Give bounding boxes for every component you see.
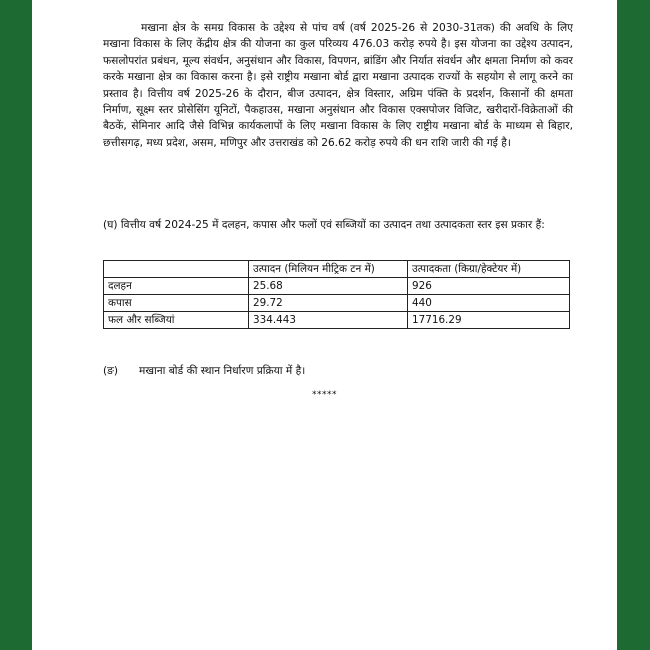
table-row [104, 278, 570, 295]
paragraph-c-text: मखाना क्षेत्र के समग्र विकास के उद्देश्य से पांच वर्ष (वर्ष 2025-26 से 2030-31तक) की अवधि के लिए मखाना विकास के लिए केंद्रीय क्षेत्र की योजना का कुल परिव्यय 476.03 करोड़ रुपये है। इस योजना का उद्देश्य उत्पादन, फसलोपरांत प्रबंधन, मूल्य संवर्धन, अनुसंधान और विकास, विपणन, ब्रांडिंग और निर्यात संवर्धन और क्षमता निर्माण को कवर करके मखाना क्षेत्र का विकास करना है। इसे राष्ट्रीय मखाना बोर्ड द्वारा मखाना उत्पादक राज्यों के सहयोग से लागू करने का प्रस्ताव है। वित्तीय वर्ष 2025-26 के दौरान, बीज उत्पादन, क्षेत्र विस्तार, अग्रिम पंक्ति के प्रदर्शन, किसानों की क्षमता निर्माण, सूक्ष्म स्तर प्रोसेसिंग यूनिटों, पैकहाउस, मखाना अनुसंधान और विकास एक्सपोजर विजिट, खरीदारों-विक्रेताओं की बैठकें, सेमिनार आदि जैसे विभिन्न कार्यकलापों के लिए मखाना विकास के लिए राष्ट्रीय मखाना बोर्ड के माध्यम से बिहार, छत्तीसगढ़, मध्य प्रदेश, असम, मणिपुर और उत्तराखंड को 26.62 करोड़ रुपये की धन राशि जारी की गई है। [103, 22, 573, 149]
paragraph-d: (घ) वित्तीय वर्ष 2024-25 में दलहन, कपास और फलों एवं सब्जियों का उत्पादन तथा उत्पादकता स्तर इस प्रकार हैं: [103, 219, 545, 231]
table-header-row [104, 261, 570, 278]
table-row [104, 312, 570, 329]
table-header-cell: उत्पादकता (किग्रा/हेक्टेयर में) [408, 261, 570, 278]
table-row [104, 295, 570, 312]
table-cell: 926 [408, 278, 570, 295]
table-cell: दलहन [104, 278, 249, 295]
paragraph-e-text: मखाना बोर्ड की स्थान निर्धारण प्रक्रिया में है। [139, 365, 306, 377]
document-page [32, 0, 617, 650]
table-cell: 25.68 [249, 278, 408, 295]
table-cell: 334.443 [249, 312, 408, 329]
table-header-cell [104, 261, 249, 278]
end-of-document-mark: ***** [312, 390, 337, 400]
paragraph-e-label: (ङ) [103, 365, 119, 377]
paragraph-c [103, 20, 573, 151]
table-cell: कपास [104, 295, 249, 312]
table-cell: 440 [408, 295, 570, 312]
left-green-border [0, 0, 32, 650]
right-green-border [617, 0, 650, 650]
table-header-cell: उत्पादन (मिलियन मीट्रिक टन में) [249, 261, 408, 278]
table-cell: 29.72 [249, 295, 408, 312]
paragraph-e [103, 363, 305, 379]
table-cell: 17716.29 [408, 312, 570, 329]
table-cell: फल और सब्जियां [104, 312, 249, 329]
production-table [103, 260, 570, 329]
